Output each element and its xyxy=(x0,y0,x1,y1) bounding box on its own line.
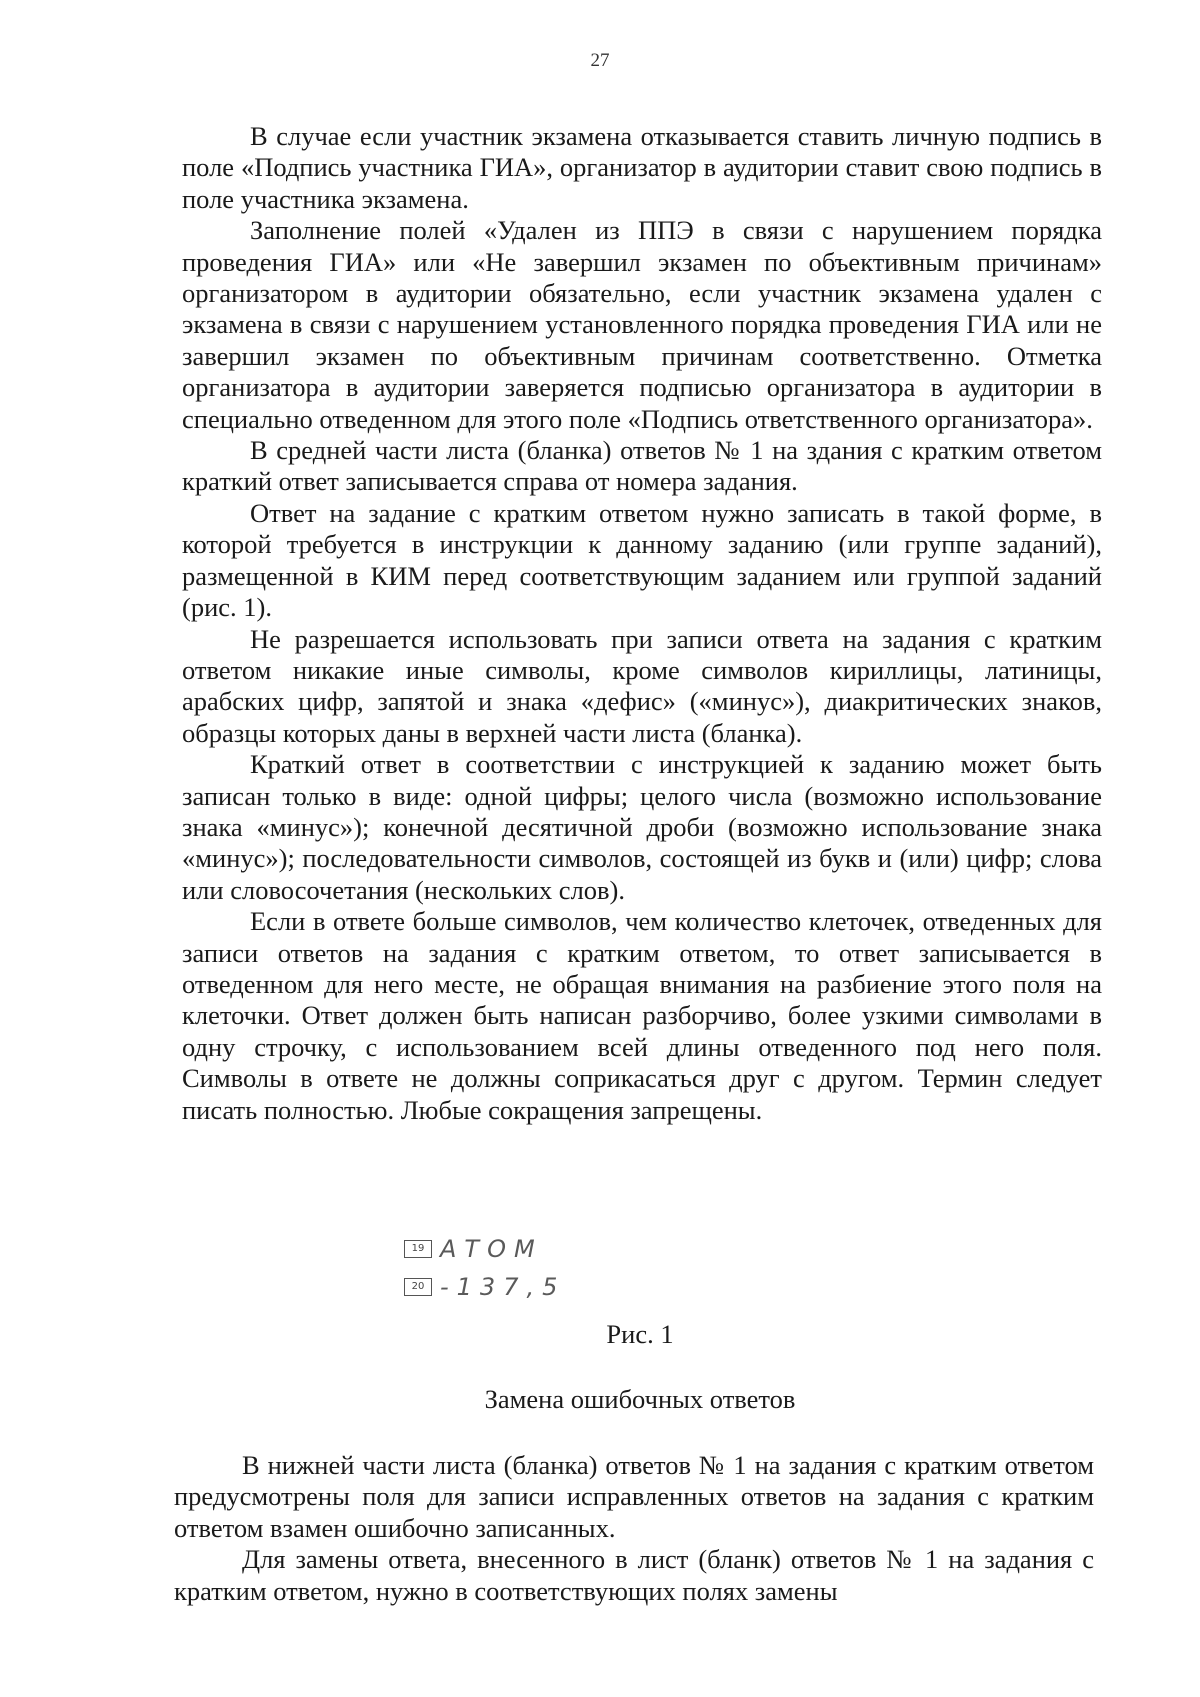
paragraph: Не разрешается использовать при записи ответа на задания с кратким ответом никакие иные символы, кроме символов кириллицы, латиницы, арабских цифр, запятой и знака «дефис» («минус»), диакритических знаков, образцы которых даны в верхней части листа (бланка). xyxy=(182,623,1102,748)
section-text xyxy=(174,1450,1094,1607)
paragraph: Краткий ответ в соответствии с инструкцией к заданию может быть записан только в виде: одной цифры; целого числа (возможно использование знака «минус»); конечной десятичной дроби (возможно использование знака «минус»); последовательности символов, состоящей из букв и (или) цифр; слова или словосочетания (нескольких слов). xyxy=(182,749,1102,905)
handwritten-answer: АТОМ xyxy=(440,1235,543,1263)
task-number-box: 19 xyxy=(404,1240,432,1258)
figure-caption: Рис. 1 xyxy=(606,1319,674,1349)
paragraph: Для замены ответа, внесенного в лист (бланк) ответов № 1 на задания с кратким ответом, нужно в соответствующих полях замены xyxy=(174,1544,1094,1606)
section-title: Замена ошибочных ответов xyxy=(484,1384,796,1414)
paragraph: В случае если участник экзамена отказывается ставить личную подпись в поле «Подпись участника ГИА», организатор в аудитории ставит свою подпись в поле участника экзамена. xyxy=(182,121,1102,214)
figure-row xyxy=(404,1272,565,1302)
paragraph: В нижней части листа (бланка) ответов № 1 на задания с кратким ответом предусмотрены поля для записи исправленных ответов на задания с кратким ответом взамен ошибочно записанных. xyxy=(174,1450,1094,1543)
main-text xyxy=(182,121,1102,1126)
paragraph: Если в ответе больше символов, чем количество клеточек, отведенных для записи ответов на задания с кратким ответом, то ответ записывается в отведенном для него месте, не обращая внимания на разбиение этого поля на клеточки. Ответ должен быть написан разборчиво, более узкими символами в одну строчку, с использованием всей длины отведенного под него поля. Символы в ответе не должны соприкасаться друг с другом. Термин следует писать полностью. Любые сокращения запрещены. xyxy=(182,906,1102,1125)
figure-answer-sample xyxy=(404,1234,604,1314)
paragraph: В средней части листа (бланка) ответов № 1 на здания с кратким ответом краткий ответ записывается справа от номера задания. xyxy=(182,435,1102,497)
page-number: 27 xyxy=(590,50,610,71)
paragraph: Ответ на задание с кратким ответом нужно записать в такой форме, в которой требуется в инструкции к данному заданию (или группе заданий), размещенной в КИМ перед соответствующим заданием или группой заданий (рис. 1). xyxy=(182,497,1102,623)
paragraph: Заполнение полей «Удален из ППЭ в связи с нарушением порядка проведения ГИА» или «Не завершил экзамен по объективным причинам» организатором в аудитории обязательно, если участник экзамена удален с экзамена в связи с нарушением установленного порядка проведения ГИА или не завершил экзамен по объективным причинам соответственно. Отметка организатора в аудитории заверяется подписью организатора в аудитории в специально отведенном для этого поле «Подпись ответственного организатора». xyxy=(182,215,1102,434)
handwritten-answer: -137,5 xyxy=(440,1273,566,1301)
figure-row xyxy=(404,1234,543,1264)
task-number-box: 20 xyxy=(404,1278,432,1296)
